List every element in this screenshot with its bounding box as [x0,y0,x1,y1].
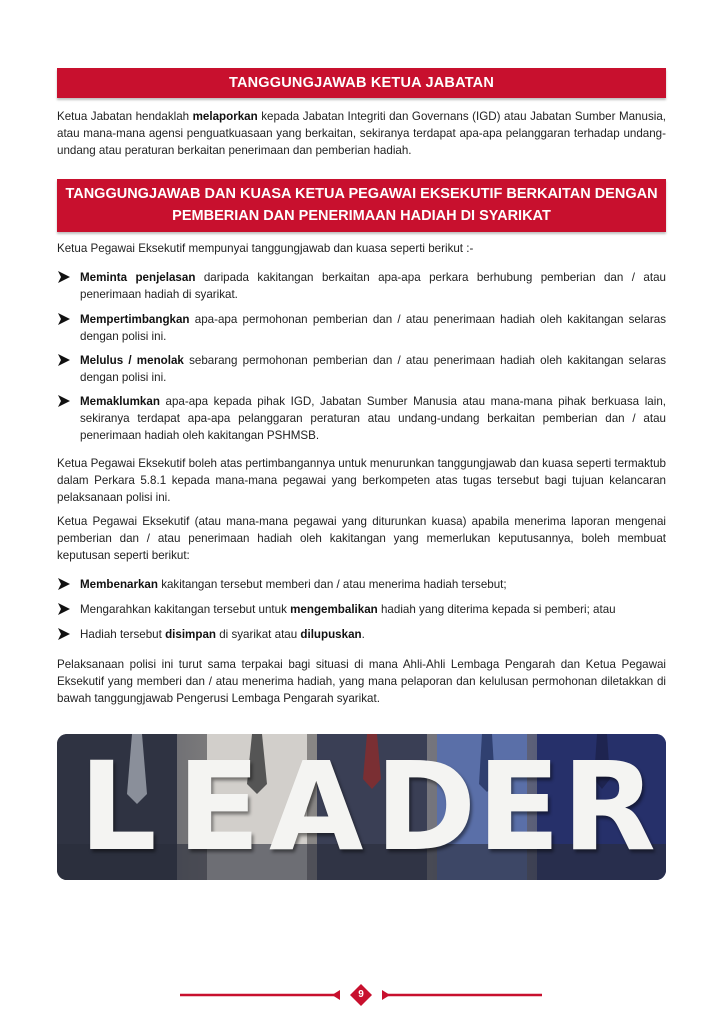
arrow-bullet-icon [57,602,71,616]
paragraph-delegation: Ketua Pegawai Eksekutif boleh atas pertimbangannya untuk menurunkan tanggungjawab dan kuasa seperti termaktub dalam Perkara 5.8.1 kepada mana-mana pegawai yang berkompeten atas tugas tersebut bagi tujuan kelancaran pelaksanaan polisi ini. [57,457,666,504]
bullet-item: Melulus / menolak sebarang permohonan pemberian dan / atau penerimaan hadiah oleh kakitangan selaras dengan polisi ini. [57,352,666,386]
banner-letter: D [375,736,477,878]
arrow-bullet-icon [57,394,71,408]
paragraph-ketua-jabatan: Ketua Jabatan hendaklah melaporkan kepada Jabatan Integriti dan Governans (IGD) atau Jabatan Sumber Manusia, atau mana-mana agensi penguatkuasaan yang berkaitan, sekiranya terdapat apa-apa pelanggaran terhadap undang-undang atau peraturan berkaitan penerimaan dan pemberian hadiah. [57,110,666,157]
page-footer [180,984,542,1006]
paragraph-board: Pelaksanaan polisi ini turut sama terpakai bagi situasi di mana Ahli-Ahli Lembaga Pengarah dan Ketua Pegawai Eksekutif yang memberi dan / atau menerima hadiah, yang mana pelaporan dan kelulusan permohonan diletakkan di bawah tanggungjawab Pengerusi Lembaga Pengarah syarikat. [57,658,666,705]
decision-item: Hadiah tersebut disimpan di syarikat atau dilupuskan. [57,626,666,643]
decision-item: Membenarkan kakitangan tersebut memberi dan / atau menerima hadiah tersebut; [57,576,666,593]
banner-letter: L [79,736,157,878]
bullet-item: Mempertimbangkan apa-apa permohonan pemberian dan / atau penerimaan hadiah oleh kakitangan selaras dengan polisi ini. [57,311,666,345]
banner-letter: R [562,736,656,878]
heading-line-2: PEMBERIAN DAN PENERIMAAN HADIAH DI SYARIKAT [172,208,551,224]
arrow-bullet-icon [57,270,71,284]
page-number: 9 [358,989,364,1000]
arrow-bullet-icon [57,577,71,591]
banner-letter: E [477,736,561,878]
section-heading-ketua-pegawai [57,179,666,232]
banner-letter: E [177,736,261,878]
heading-line-1: TANGGUNGJAWAB DAN KUASA KETUA PEGAWAI EKSEKUTIF BERKAITAN DENGAN [65,186,658,202]
bullet-item: Meminta penjelasan daripada kakitangan berkaitan apa-apa perkara berhubung pemberian dan / atau penerimaan hadiah di syarikat. [57,269,666,303]
arrow-bullet-icon [57,353,71,367]
banner-letters [57,734,666,880]
banner-letter: A [269,736,364,878]
arrow-bullet-icon [57,312,71,326]
arrow-bullet-icon [57,627,71,641]
intro-paragraph: Ketua Pegawai Eksekutif mempunyai tanggungjawab dan kuasa seperti berikut :- [57,242,474,255]
bullet-item: Memaklumkan apa-apa kepada pihak IGD, Jabatan Sumber Manusia atau mana-mana pihak berkuasa lain, sekiranya terdapat apa-apa pelanggaran peraturan atau undang-undang berkaitan pemberian dan / atau penerimaan hadiah oleh kakitangan PSHMSB. [57,393,666,444]
section-heading-ketua-jabatan: TANGGUNGJAWAB KETUA JABATAN [57,68,666,98]
decision-item: Mengarahkan kakitangan tersebut untuk mengembalikan hadiah yang diterima kepada si pemberi; atau [57,601,666,618]
leader-banner-image [57,734,666,880]
paragraph-decision: Ketua Pegawai Eksekutif (atau mana-mana pegawai yang diturunkan kuasa) apabila menerima laporan mengenai pemberian dan / atau penerimaan hadiah oleh kakitangan yang memerlukan keputusannya, boleh membuat keputusan seperti berikut: [57,515,666,562]
